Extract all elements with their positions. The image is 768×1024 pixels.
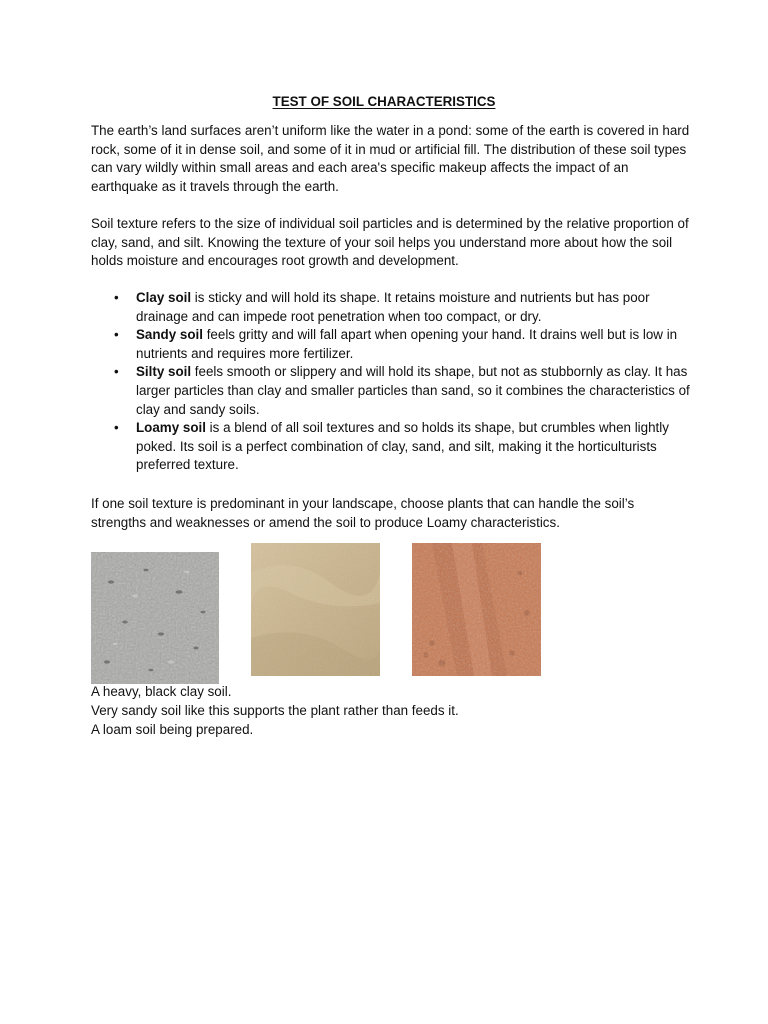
soil-types-list	[91, 289, 691, 475]
bullet-glyph: •	[114, 420, 119, 436]
clay-caption: A heavy, black clay soil.	[91, 684, 232, 699]
clay-soil-image	[91, 552, 219, 684]
list-item	[91, 289, 691, 326]
bullet-glyph: •	[114, 364, 119, 380]
sandy-soil-image	[251, 543, 380, 676]
bullet-glyph: •	[114, 290, 119, 305]
sandy-caption: Very sandy soil like this supports the plant rather than feeds it.	[91, 703, 459, 718]
soil-term: Loamy soil	[136, 420, 206, 436]
soil-term: Clay soil	[136, 290, 192, 305]
soil-term: Silty soil	[136, 364, 192, 380]
loam-soil-image	[412, 543, 541, 676]
list-item	[91, 326, 691, 363]
soil-description: is sticky and will hold its shape. It retains moisture and nutrients but has poor drainage and can impede root penetration when too compact, or dry.	[136, 290, 650, 324]
list-item	[91, 419, 691, 475]
soil-texture-paragraph: Soil texture refers to the size of individual soil particles and is determined by the relative proportion of clay, sand, and silt. Knowing the texture of your soil helps you understand more about how the soil holds moisture and encourages root growth and development.	[91, 216, 689, 269]
document-title: TEST OF SOIL CHARACTERISTICS	[272, 94, 496, 109]
intro-paragraph: The earth’s land surfaces aren’t uniform like the water in a pond: some of the earth is covered in hard rock, some of it in dense soil, and some of it in mud or artificial fill. The distribution of these soil types can vary wildly within small areas and each area's specific makeup affects the impact of an earthquake as it travels through the earth.	[91, 123, 690, 194]
list-item	[91, 363, 691, 419]
soil-description: feels smooth or slippery and will hold its shape, but not as stubbornly as clay. It has larger particles than clay and smaller particles than sand, so it combines the characteristics of clay and sandy soils.	[136, 364, 690, 417]
bullet-glyph: •	[114, 327, 119, 343]
closing-paragraph: If one soil texture is predominant in your landscape, choose plants that can handle the soil’s strengths and weaknesses or amend the soil to produce Loamy characteristics.	[91, 496, 635, 530]
loam-caption: A loam soil being prepared.	[91, 722, 254, 737]
soil-description: is a blend of all soil textures and so holds its shape, but crumbles when lightly poked. Its soil is a perfect combination of clay, sand, and silt, making it the horticulturists preferred texture.	[136, 420, 669, 473]
soil-description: feels gritty and will fall apart when opening your hand. It drains well but is low in nutrients and requires more fertilizer.	[136, 327, 678, 361]
soil-term: Sandy soil	[136, 327, 203, 343]
